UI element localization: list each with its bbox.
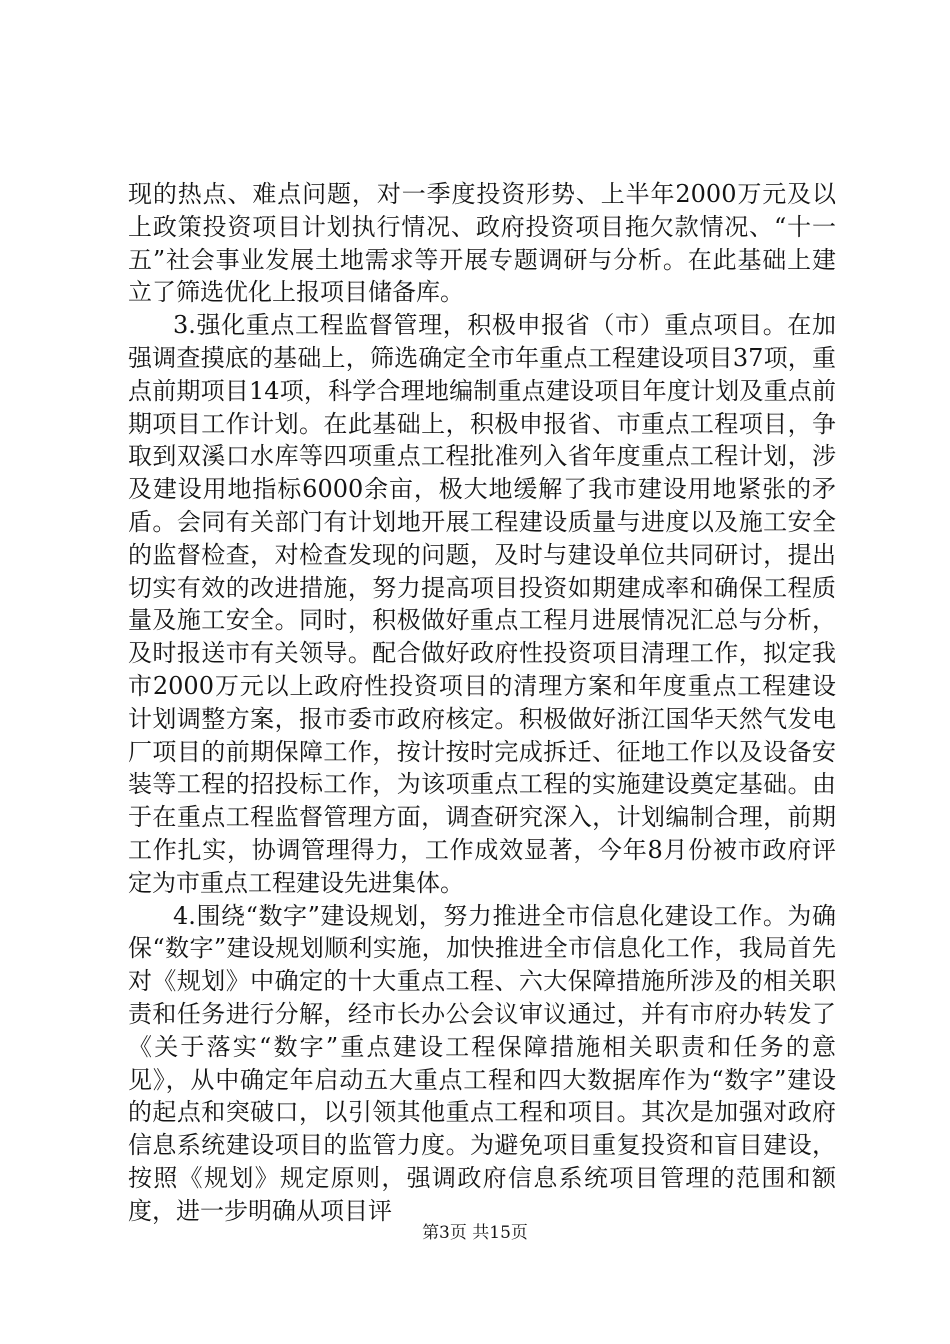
paragraph-continuation: 现的热点、难点问题，对一季度投资形势、上半年2000万元及以上政策投资项目计划执行情况、政府投资项目拖欠款情况、“十一五”社会事业发展土地需求等开展专题调研与分析。在此基础上建立了筛选优化上报项目储备库。 (128, 180, 836, 307)
body-text (128, 178, 836, 1228)
paragraph-item-4: 4.围绕“数字”建设规划，努力推进全市信息化建设工作。为确保“数字”建设规划顺利实施，加快推进全市信息化工作，我局首先对《规划》中确定的十大重点工程、六大保障措施所涉及的相关职责和任务进行分解，经市长办公会议审议通过，并有市府办转发了《关于落实“数字”重点建设工程保障措施相关职责和任务的意见》，从中确定年启动五大重点工程和四大数据库作为“数字”建设的起点和突破口，以引领其他重点工程和项目。其次是加强对政府信息系统建设项目的监管力度。为避免项目重复投资和盲目建设，按照《规划》规定原则，强调政府信息系统项目管理的范围和额度，进一步明确从项目评 (128, 901, 836, 1225)
paragraph-item-3: 3.强化重点工程监督管理，积极申报省（市）重点项目。在加强调查摸底的基础上，筛选确定全市年重点工程建设项目37项，重点前期项目14项，科学合理地编制重点建设项目年度计划及重点前期项目工作计划。在此基础上，积极申报省、市重点工程项目，争取到双溪口水库等四项重点工程批准列入省年度重点工程计划，涉及建设用地指标6000余亩，极大地缓解了我市建设用地紧张的矛盾。会同有关部门有计划地开展工程建设质量与进度以及施工安全的监督检查，对检查发现的问题，及时与建设单位共同研讨，提出切实有效的改进措施，努力提高项目投资如期建成率和确保工程质量及施工安全。同时，积极做好重点工程月进展情况汇总与分析，及时报送市有关领导。配合做好政府性投资项目清理工作，拟定我市2000万元以上政府性投资项目的清理方案和年度重点工程建设计划调整方案，报市委市政府核定。积极做好浙江国华天然气发电厂项目的前期保障工作，按计按时完成拆迁、征地工作以及设备安装等工程的招投标工作，为该项重点工程的实施建设奠定基础。由于在重点工程监督管理方面，调查研究深入，计划编制合理，前期工作扎实，协调管理得力，工作成效显著，今年8月份被市政府评定为市重点工程建设先进集体。 (128, 311, 836, 897)
page-number-footer: 第3页 共15页 (422, 1223, 528, 1243)
